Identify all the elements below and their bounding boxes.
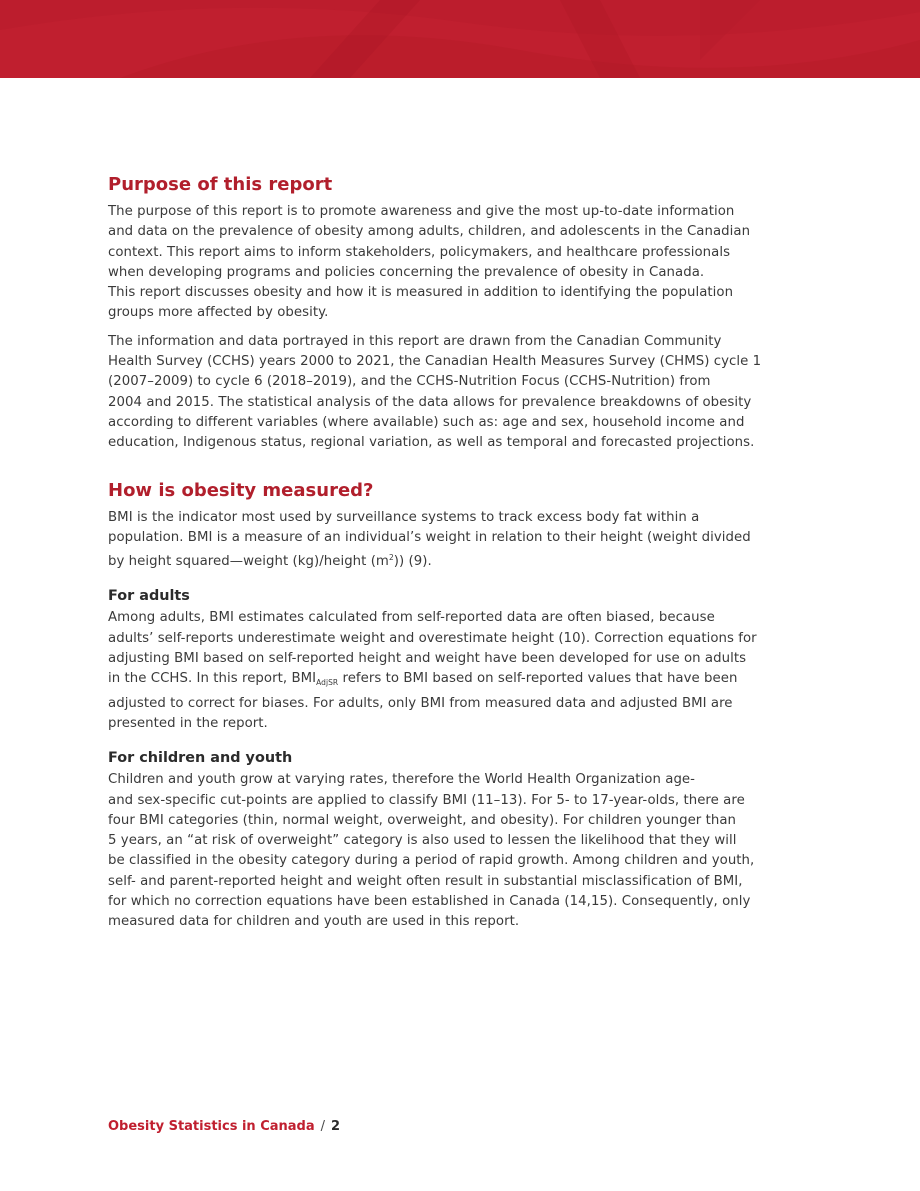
text-line: Children and youth grow at varying rates, therefore the World Health Organization age-: [108, 772, 696, 788]
text-line: in the CCHS. In this report, BMI: [108, 671, 317, 687]
text-line: education, Indigenous status, regional variation, as well as temporal and forecasted projections.: [108, 435, 755, 451]
purpose-paragraph-1: [108, 202, 814, 324]
text-line: measured data for children and youth are used in this report.: [108, 914, 520, 930]
footer-report-title: Obesity Statistics in Canada: [108, 1119, 315, 1134]
text-line: 5 years, an “at risk of overweight” category is also used to lessen the likelihood that they will: [108, 833, 737, 849]
text-line: by height squared—weight (kg)/height (m: [108, 554, 389, 570]
text-line: and sex-specific cut-points are applied to classify BMI (11–13). For 5- to 17-year-olds, there are: [108, 792, 745, 808]
text-line: presented in the report.: [108, 715, 268, 731]
superscript: 2: [388, 553, 394, 563]
text-line: The information and data portrayed in this report are drawn from the Canadian Community: [108, 333, 722, 349]
page-content: [108, 172, 814, 933]
header-banner: [0, 0, 920, 78]
text-line: groups more affected by obesity.: [108, 305, 329, 321]
purpose-paragraph-2: [108, 332, 814, 454]
text-line: adjusted to correct for biases. For adults, only BMI from measured data and adjusted BMI are: [108, 695, 733, 711]
subheading-adults: For adults: [108, 588, 190, 605]
text-line: population. BMI is a measure of an individual’s weight in relation to their height (weight divided: [108, 529, 751, 545]
text-line: and data on the prevalence of obesity among adults, children, and adolescents in the Canadian: [108, 224, 751, 240]
adults-paragraph: [108, 608, 814, 734]
text-line: (2007–2009) to cycle 6 (2018–2019), and the CCHS-Nutrition Focus (CCHS-Nutrition) from: [108, 374, 711, 390]
subscript: AdjSR: [316, 678, 339, 688]
text-line: adults’ self-reports underestimate weight and overestimate height (10). Correction equations for: [108, 630, 757, 646]
text-line: The purpose of this report is to promote awareness and give the most up-to-date information: [108, 204, 735, 219]
page-number: 2: [331, 1119, 341, 1134]
text-line: context. This report aims to inform stakeholders, policymakers, and healthcare professionals: [108, 244, 731, 260]
subheading-children-youth: For children and youth: [108, 750, 293, 767]
page-footer: [108, 1118, 340, 1136]
text-line: according to different variables (where available) such as: age and sex, household income and: [108, 414, 745, 430]
text-line: refers to BMI based on self-reported values that have been: [338, 671, 738, 687]
text-line: BMI is the indicator most used by surveillance systems to track excess body fat within a: [108, 509, 700, 525]
text-line: be classified in the obesity category during a period of rapid growth. Among children and youth,: [108, 853, 755, 869]
measurement-paragraph: [108, 508, 814, 573]
text-line: for which no correction equations have been established in Canada (14,15). Consequently, only: [108, 894, 751, 910]
text-line: 2004 and 2015. The statistical analysis of the data allows for prevalence breakdowns of obesity: [108, 394, 752, 410]
text-line: adjusting BMI based on self-reported height and weight have been developed for use on adults: [108, 651, 747, 667]
text-line: when developing programs and policies concerning the prevalence of obesity in Canada.: [108, 264, 705, 280]
text-line: Health Survey (CCHS) years 2000 to 2021, the Canadian Health Measures Survey (CHMS) cycle 1: [108, 354, 762, 370]
text-line: Among adults, BMI estimates calculated from self-reported data are often biased, because: [108, 610, 715, 626]
text-line: )) (9).: [393, 554, 432, 570]
text-line: four BMI categories (thin, normal weight, overweight, and obesity). For children younger than: [108, 812, 737, 828]
banner-pattern: [0, 0, 920, 78]
section-heading-purpose: Purpose of this report: [108, 174, 333, 195]
children-paragraph: [108, 770, 814, 932]
section-heading-measurement: How is obesity measured?: [108, 479, 374, 501]
text-line: This report discusses obesity and how it is measured in addition to identifying the population: [108, 285, 734, 301]
footer-separator: /: [320, 1119, 326, 1134]
text-line: self- and parent-reported height and weight often result in substantial misclassification of BMI,: [108, 873, 743, 889]
